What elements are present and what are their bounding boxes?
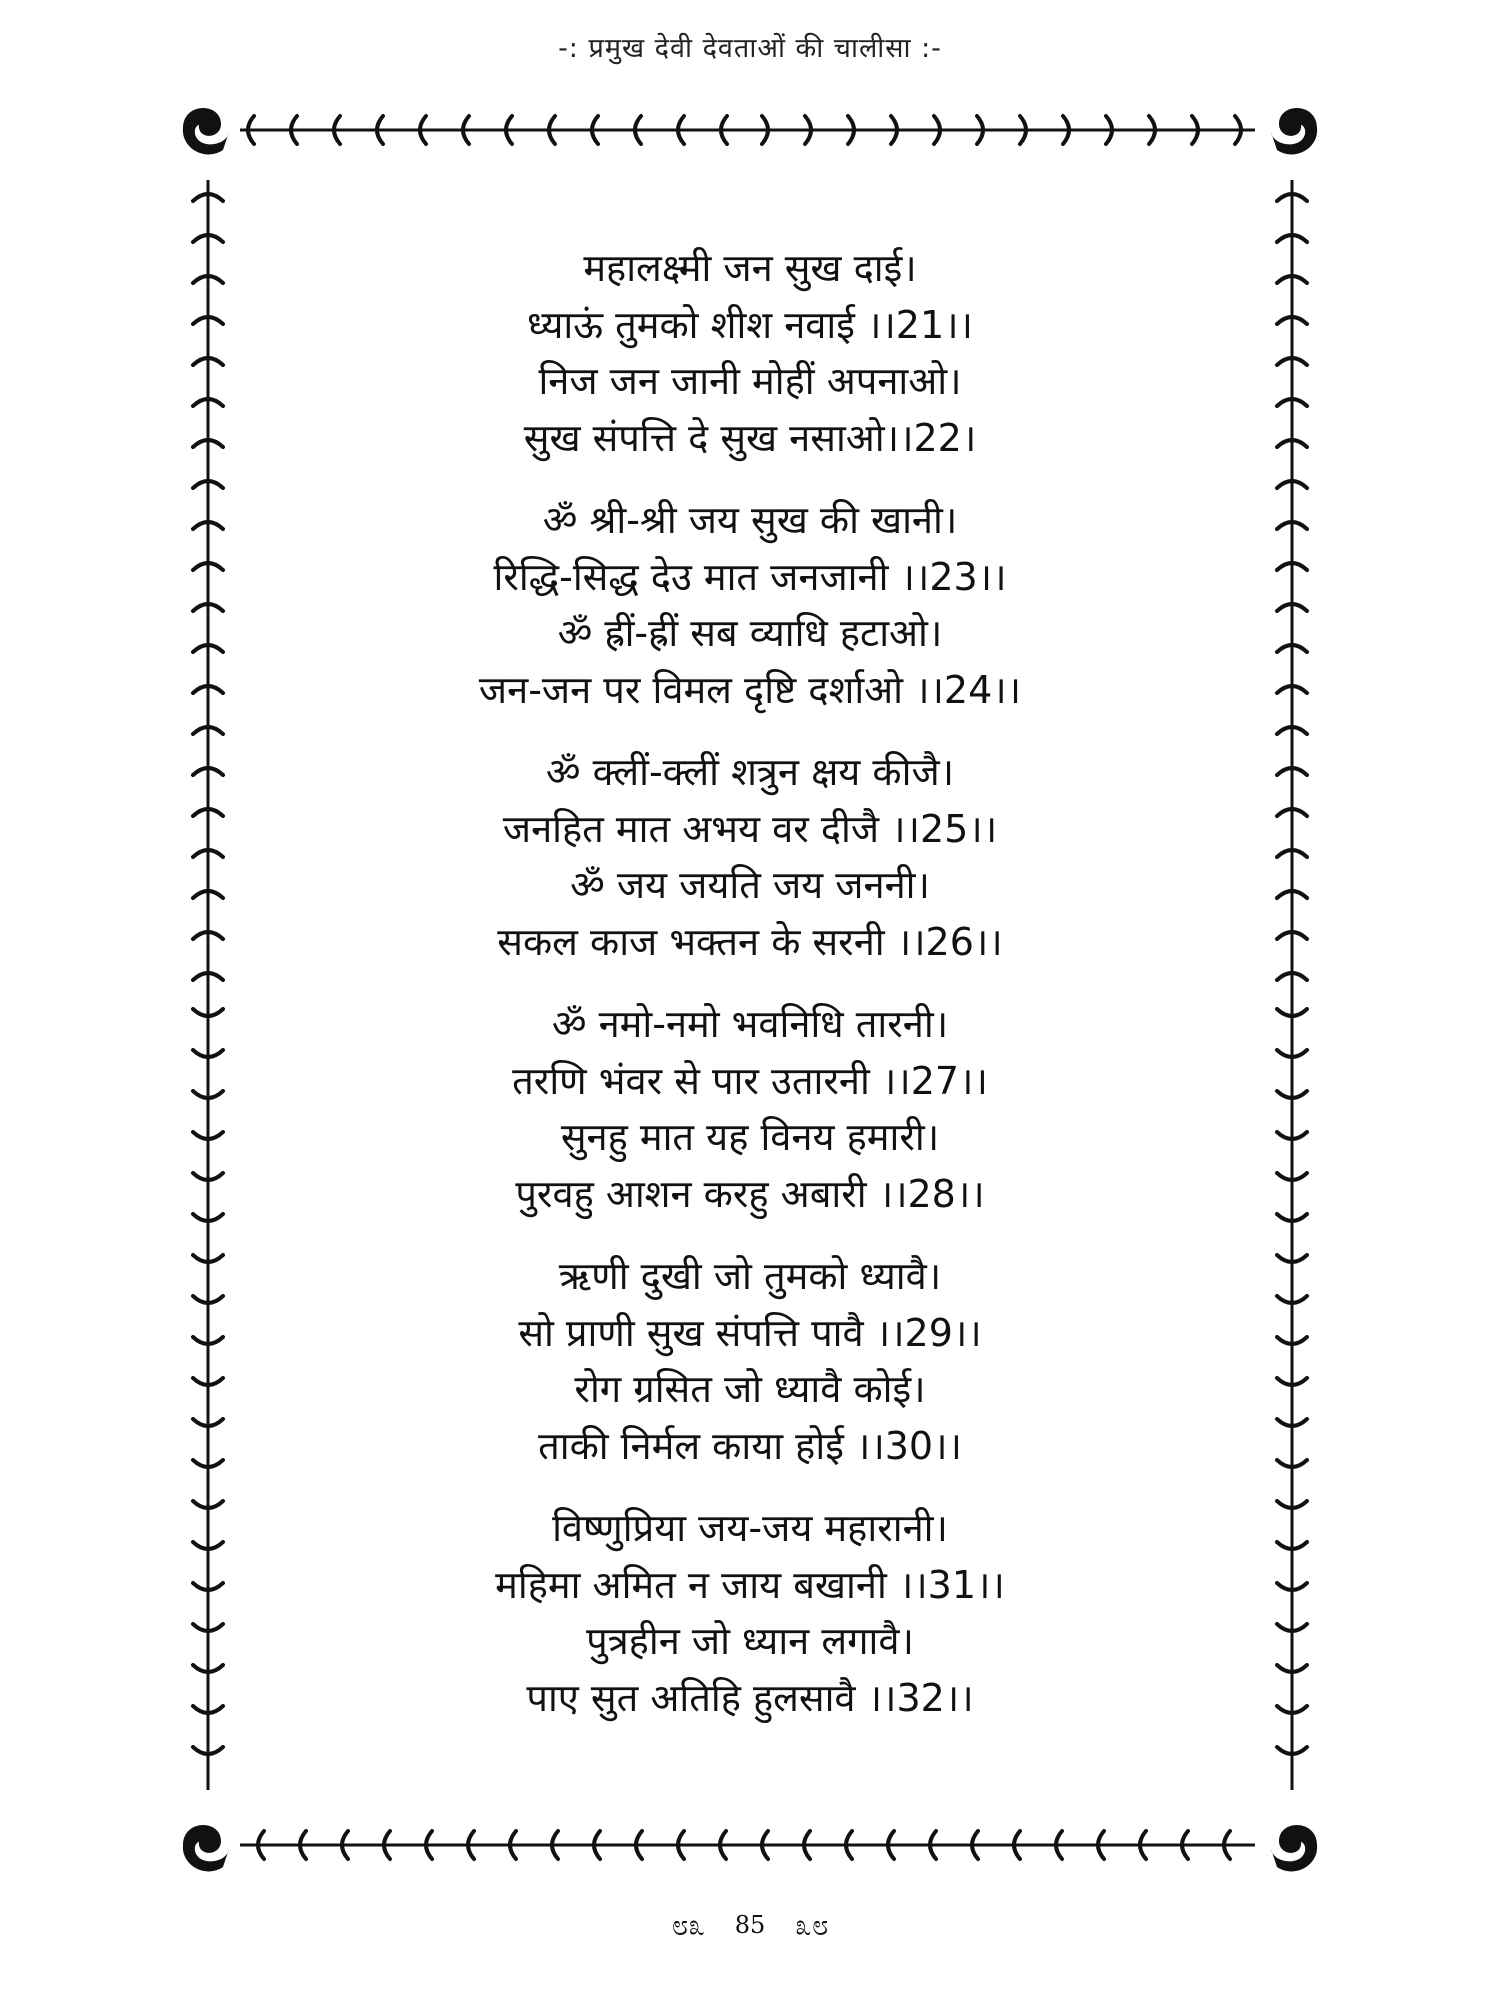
page-number: 85 bbox=[734, 1911, 766, 1939]
verse-block bbox=[300, 240, 1200, 1752]
corner-curl-icon bbox=[183, 108, 229, 154]
verse-line: निज जन जानी मोहीं अपनाओ। bbox=[538, 359, 962, 403]
verse-line: जन-जन पर विमल दृष्टि दर्शाओ ।।24।। bbox=[478, 667, 1022, 712]
verse-line: जनहित मात अभय वर दीजै ।।25।। bbox=[502, 806, 998, 851]
running-title: -: प्रमुख देवी देवताओं की चालीसा :- bbox=[558, 33, 942, 64]
verse-line: रोग ग्रसित जो ध्यावै कोई। bbox=[574, 1367, 926, 1411]
stanza bbox=[300, 744, 1200, 970]
verse-line: सो प्राणी सुख संपत्ति पावै ।।29।। bbox=[518, 1310, 982, 1355]
right-folio-ornament-icon: ೩೮ bbox=[794, 1908, 829, 1943]
verse-line: तरणि भंवर से पार उतारनी ।।27।। bbox=[512, 1058, 988, 1103]
left-folio-ornament-icon: ೮೩ bbox=[671, 1908, 706, 1943]
page-footer bbox=[0, 1908, 1500, 1943]
verse-line: सकल काज भक्तन के सरनी ।।26।। bbox=[497, 919, 1003, 964]
verse-line: ॐ ह्रीं-ह्रीं सब व्याधि हटाओ। bbox=[557, 611, 943, 655]
stanza bbox=[300, 996, 1200, 1222]
stanza bbox=[300, 1500, 1200, 1726]
verse-line: रिद्धि-सिद्ध देउ मात जनजानी ।।23।। bbox=[493, 554, 1007, 599]
verse-line: सुख संपत्ति दे सुख नसाओ।।22। bbox=[523, 415, 977, 460]
corner-curl-icon bbox=[183, 1825, 229, 1871]
verse-line: विष्णुप्रिया जय-जय महारानी। bbox=[552, 1506, 948, 1550]
verse-line: ॐ जय जयति जय जननी। bbox=[570, 863, 930, 907]
verse-line: ताकी निर्मल काया होई ।।30।। bbox=[538, 1423, 962, 1468]
stanza bbox=[300, 492, 1200, 718]
verse-line: पुत्रहीन जो ध्यान लगावै। bbox=[586, 1619, 914, 1663]
verse-line: महिमा अमित न जाय बखानी ।।31।। bbox=[495, 1562, 1005, 1607]
verse-line: ॐ नमो-नमो भवनिधि तारनी। bbox=[551, 1002, 949, 1046]
verse-line: ध्याऊं तुमको शीश नवाई ।।21।। bbox=[527, 302, 973, 347]
corner-curl-icon bbox=[1271, 1825, 1317, 1871]
stanza bbox=[300, 1248, 1200, 1474]
verse-line: ॐ क्लीं-क्लीं शत्रुन क्षय कीजै। bbox=[545, 750, 955, 794]
verse-line: पाए सुत अतिहि हुलसावै ।।32।। bbox=[526, 1675, 974, 1720]
verse-line: पुरवहु आशन करहु अबारी ।।28।। bbox=[515, 1171, 985, 1216]
verse-line: महालक्ष्मी जन सुख दाई। bbox=[583, 246, 917, 290]
verse-line: सुनहु मात यह विनय हमारी। bbox=[560, 1115, 940, 1159]
stanza bbox=[300, 240, 1200, 466]
verse-line: ऋणी दुखी जो तुमको ध्यावै। bbox=[558, 1254, 942, 1298]
verse-line: ॐ श्री-श्री जय सुख की खानी। bbox=[542, 498, 958, 542]
corner-curl-icon bbox=[1271, 108, 1317, 154]
